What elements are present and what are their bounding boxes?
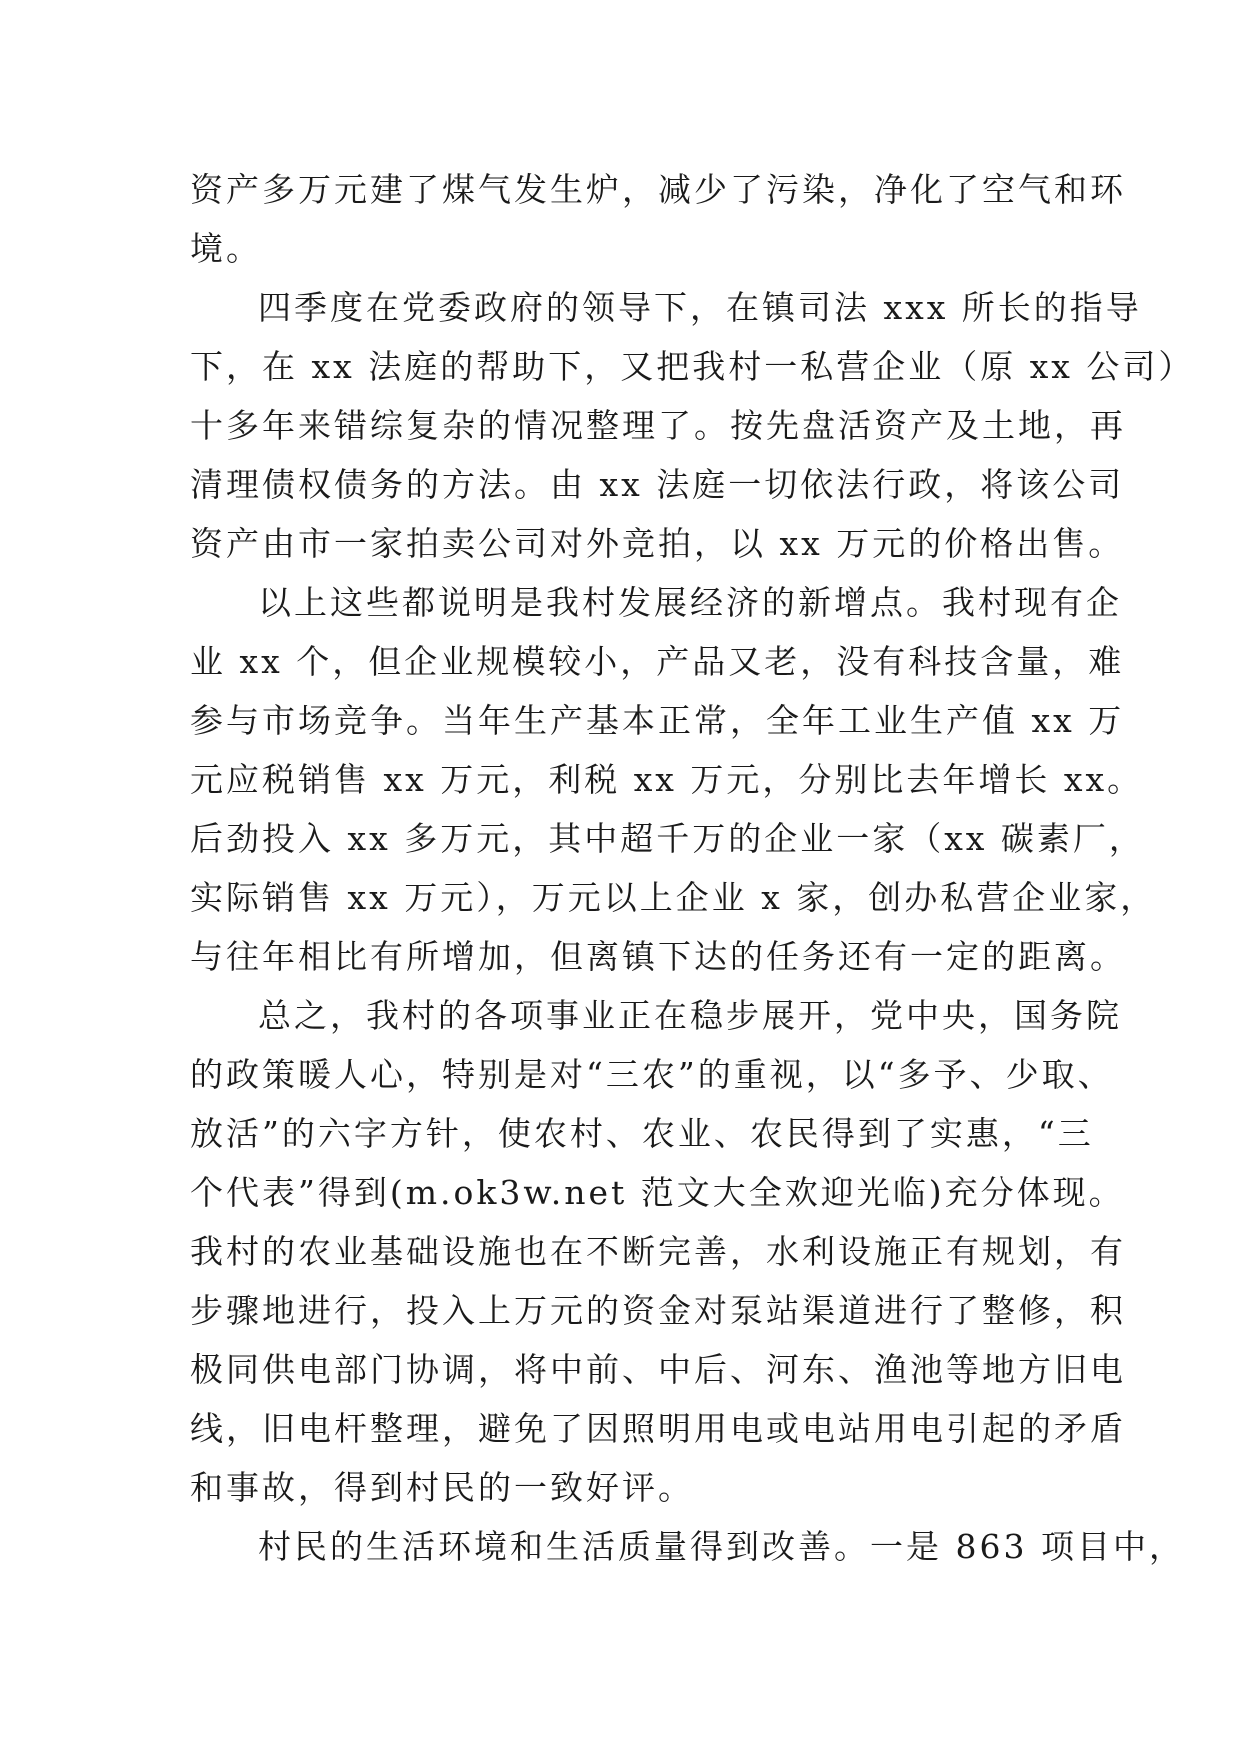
text-line: 极同供电部门协调，将中前、中后、河东、渔池等地方旧电 xyxy=(190,1350,1126,1389)
text-line: 资产由市一家拍卖公司对外竞拍，以 xx 万元的价格出售。 xyxy=(190,524,1125,563)
text-line: 境。 xyxy=(190,229,262,268)
text-line: 步骤地进行，投入上万元的资金对泵站渠道进行了整修，积 xyxy=(190,1291,1126,1330)
text-line: 和事故，得到村民的一致好评。 xyxy=(190,1468,694,1507)
text-line: 下，在 xx 法庭的帮助下，又把我村一私营企业（原 xx 公司） xyxy=(190,347,1195,386)
text-line: 资产多万元建了煤气发生炉，减少了污染，净化了空气和环 xyxy=(190,170,1126,209)
text-line: 的政策暖人心，特别是对“三农”的重视，以“多予、少取、 xyxy=(190,1055,1114,1094)
text-line: 放活”的六字方针，使农村、农业、农民得到了实惠，“三 xyxy=(190,1114,1094,1153)
text-line: 个代表”得到(m.ok3w.net 范文大全欢迎光临)充分体现。 xyxy=(190,1173,1125,1212)
paragraph-start-line: 以上这些都说明是我村发展经济的新增点。我村现有企 xyxy=(258,583,1122,622)
text-line: 清理债权债务的方法。由 xx 法庭一切依法行政，将该公司 xyxy=(190,465,1125,504)
text-line: 实际销售 xx 万元），万元以上企业 x 家，创办私营企业家， xyxy=(190,878,1157,917)
text-line: 与往年相比有所增加，但离镇下达的任务还有一定的距离。 xyxy=(190,937,1126,976)
text-line: 参与市场竞争。当年生产基本正常，全年工业生产值 xx 万 xyxy=(190,701,1125,740)
paragraph-start-line: 总之，我村的各项事业正在稳步展开，党中央，国务院 xyxy=(258,996,1122,1035)
text-line: 元应税销售 xx 万元，利税 xx 万元，分别比去年增长 xx。 xyxy=(190,760,1144,799)
document-body xyxy=(190,160,1195,1576)
text-line: 我村的农业基础设施也在不断完善，水利设施正有规划，有 xyxy=(190,1232,1126,1271)
text-line: 业 xx 个，但企业规模较小，产品又老，没有科技含量，难 xyxy=(190,642,1125,681)
paragraph-start-line: 四季度在党委政府的领导下，在镇司法 xxx 所长的指导 xyxy=(258,288,1142,327)
text-line: 十多年来错综复杂的情况整理了。按先盘活资产及土地，再 xyxy=(190,406,1126,445)
paragraph-start-line: 村民的生活环境和生活质量得到改善。一是 863 项目中， xyxy=(258,1527,1185,1566)
text-line: 后劲投入 xx 多万元，其中超千万的企业一家（xx 碳素厂， xyxy=(190,819,1145,858)
text-line: 线，旧电杆整理，避免了因照明用电或电站用电引起的矛盾 xyxy=(190,1409,1126,1448)
